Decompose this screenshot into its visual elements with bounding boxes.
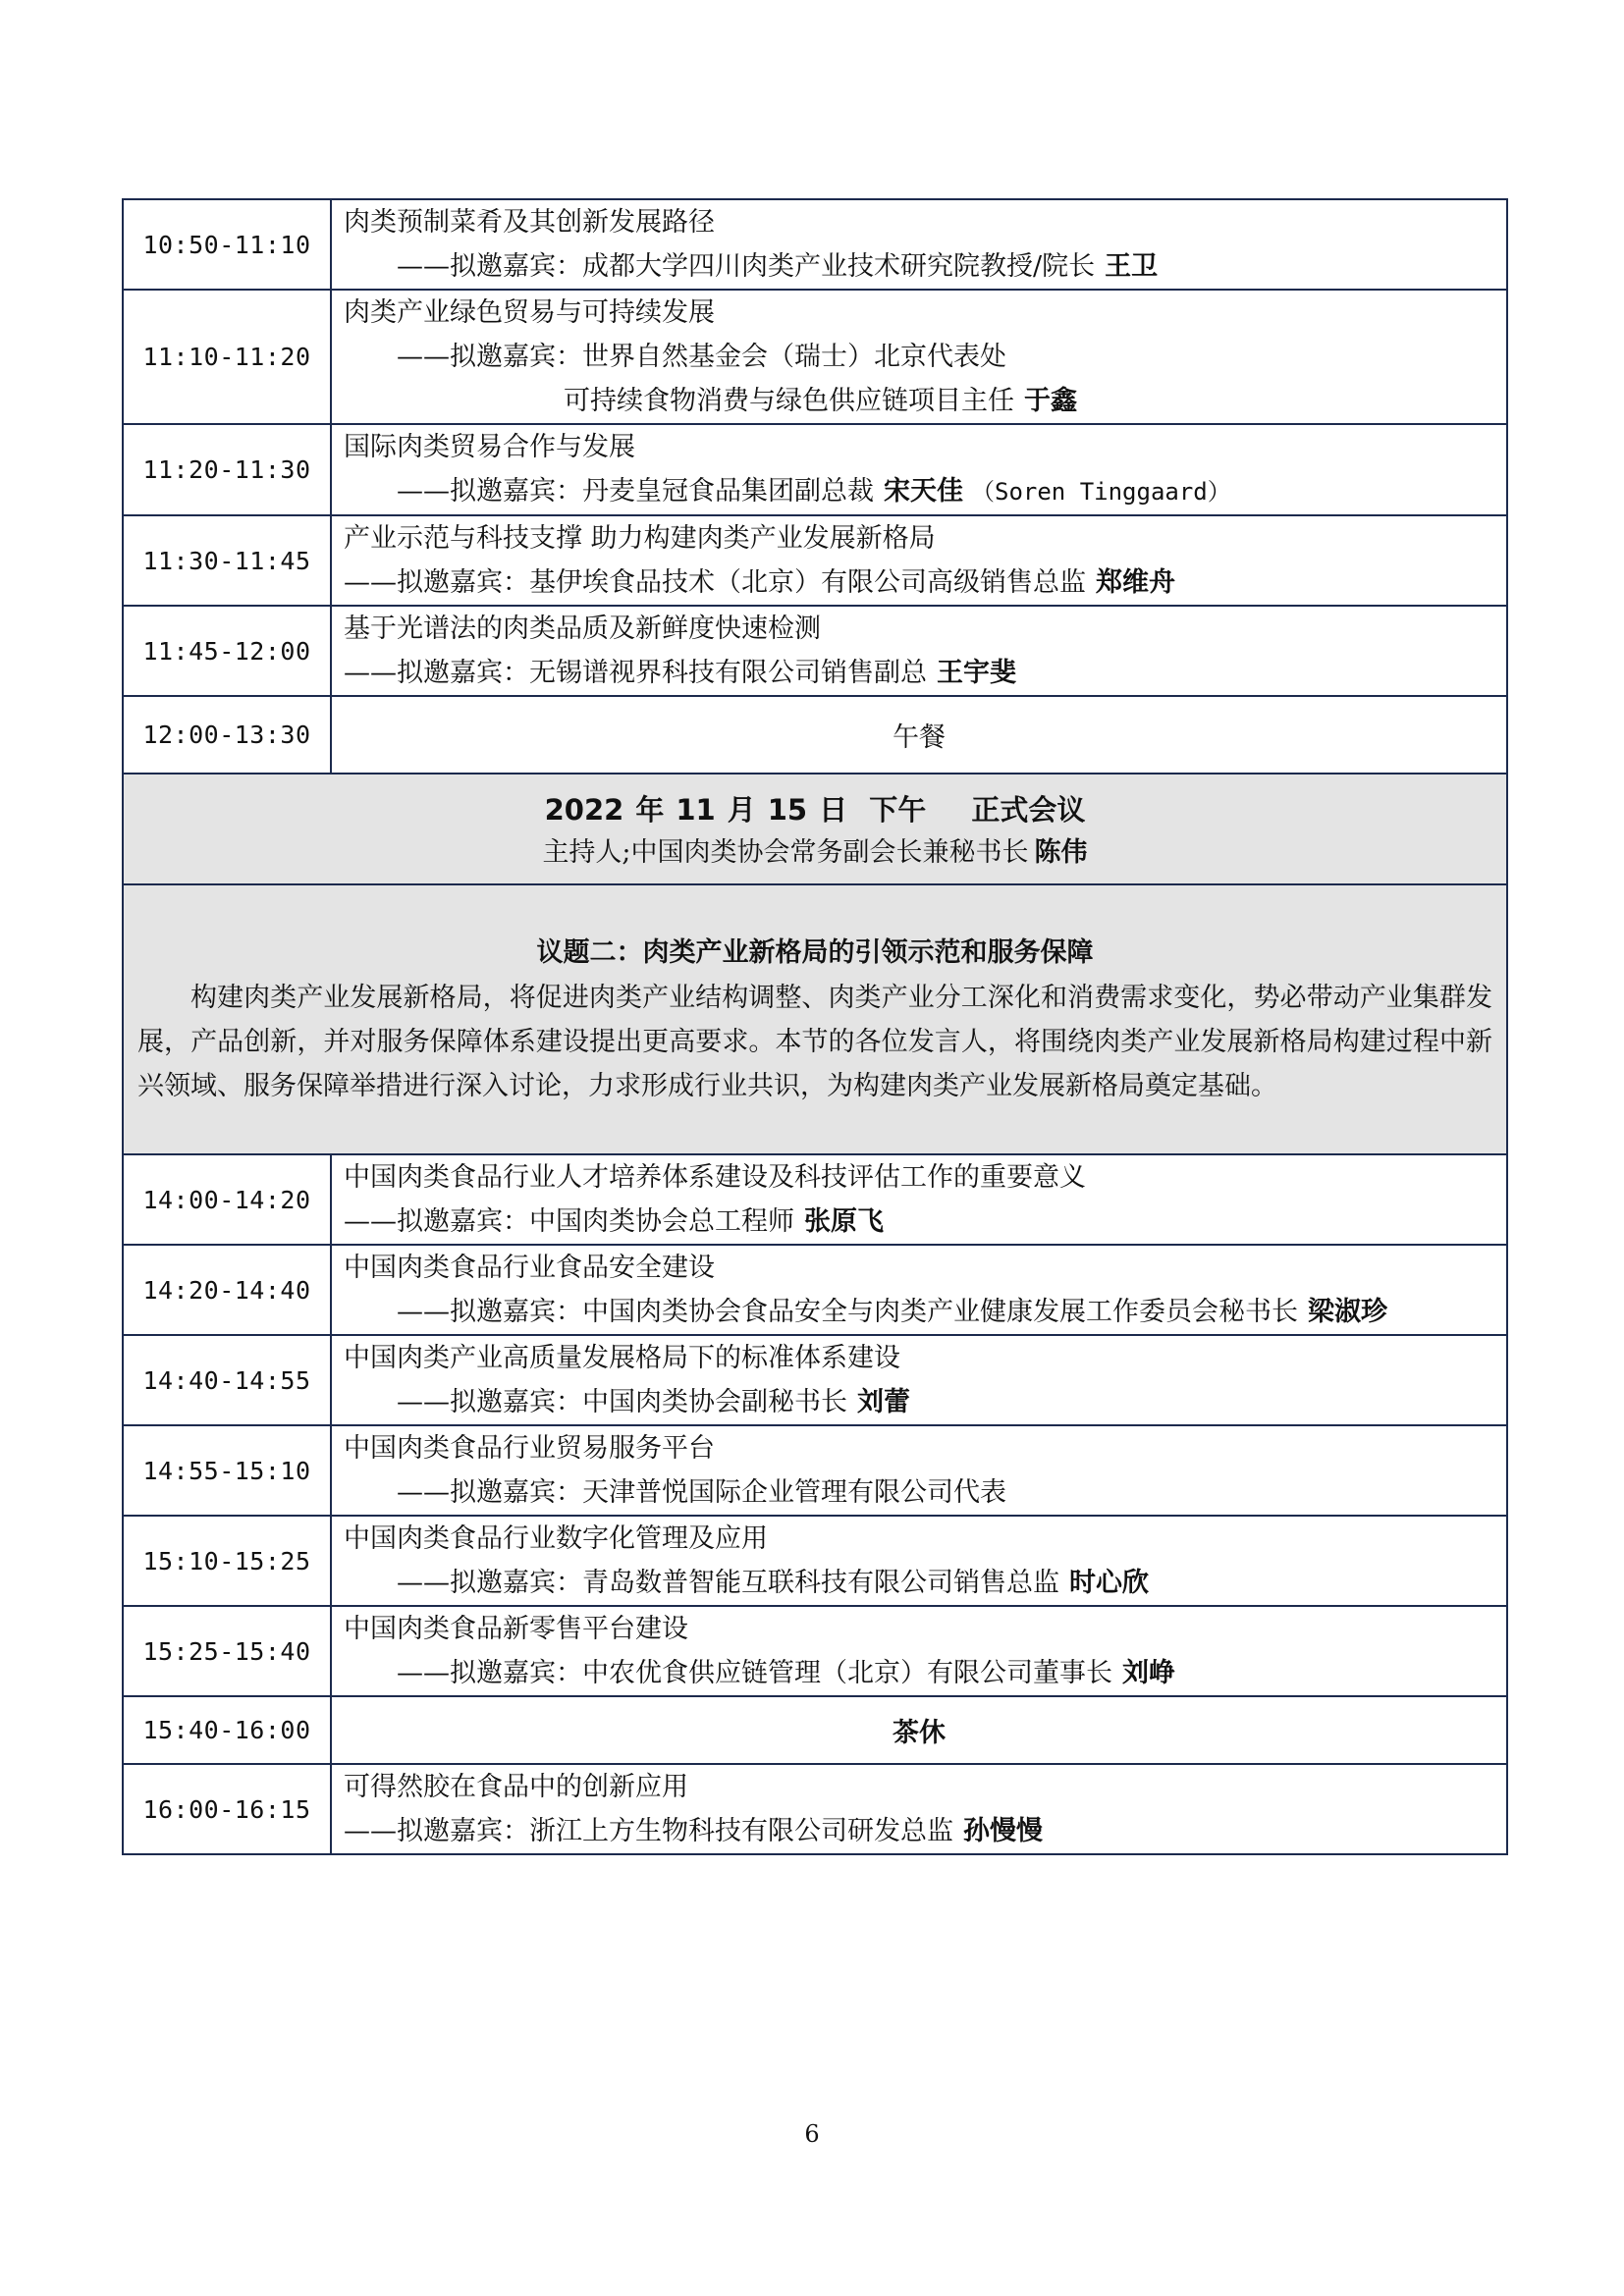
agenda-row: [123, 515, 1507, 606]
row-speaker-desc: ——拟邀嘉宾：青岛数普智能互联科技有限公司销售总监: [397, 1568, 1059, 1598]
row-speaker-desc: ——拟邀嘉宾：基伊埃食品技术（北京）有限公司高级销售总监: [344, 567, 1086, 598]
row-title-text: 中国肉类食品新零售平台建设: [344, 1614, 688, 1644]
row-title: [344, 607, 1506, 651]
speaker-name: 时心欣: [1069, 1568, 1149, 1598]
tea-break-time: 15:40-16:00: [123, 1696, 331, 1764]
row-title: [344, 1765, 1506, 1809]
row-speaker-line: [344, 1809, 1506, 1853]
session-period: 下午: [869, 792, 927, 827]
row-time: 11:30-11:45: [123, 515, 331, 606]
row-speaker-desc: ——拟邀嘉宾：世界自然基金会（瑞士）北京代表处: [397, 342, 1006, 372]
speaker-name: 刘蕾: [857, 1387, 910, 1417]
row-title: [344, 1155, 1506, 1200]
row-title: [344, 1246, 1506, 1290]
agenda-table: [122, 198, 1508, 1855]
row-content: [331, 606, 1507, 696]
session-header: [123, 774, 1507, 884]
row-title-text: 中国肉类食品行业人才培养体系建设及科技评估工作的重要意义: [344, 1162, 1086, 1193]
row-time: 11:20-11:30: [123, 424, 331, 515]
session-title: [124, 786, 1506, 833]
row-content: [331, 1335, 1507, 1425]
row-content: [331, 1764, 1507, 1854]
row-speaker-line: [344, 1200, 1506, 1244]
row-title-text: 中国肉类食品行业贸易服务平台: [344, 1433, 715, 1464]
row-content: [331, 1154, 1507, 1245]
row-title: [344, 291, 1506, 335]
session-day: 15: [767, 792, 808, 827]
topic-block: [123, 884, 1507, 1154]
row-speaker-line: [344, 1380, 1506, 1424]
row-speaker-desc: ——拟邀嘉宾：中国肉类协会总工程师: [344, 1206, 794, 1237]
row-title: [344, 1517, 1506, 1561]
row-time: 14:00-14:20: [123, 1154, 331, 1245]
speaker-name: 王宇斐: [937, 658, 1016, 688]
row-title-text: 可得然胶在食品中的创新应用: [344, 1772, 688, 1802]
row-title-text: 肉类产业绿色贸易与可持续发展: [344, 297, 715, 328]
topic-row: [123, 884, 1507, 1154]
row-time: 14:40-14:55: [123, 1335, 331, 1425]
row-speaker-desc: ——拟邀嘉宾：无锡谱视界科技有限公司销售副总: [344, 658, 927, 688]
session-month: 11: [676, 792, 716, 827]
page-number: 6: [804, 2120, 820, 2148]
row-speaker-desc: ——拟邀嘉宾：中农优食供应链管理（北京）有限公司董事长: [397, 1658, 1112, 1688]
agenda-row: [123, 1335, 1507, 1425]
row-time: 14:20-14:40: [123, 1245, 331, 1335]
agenda-row: [123, 1764, 1507, 1854]
lunch-row: [123, 696, 1507, 774]
row-speaker-desc: ——拟邀嘉宾：天津普悦国际企业管理有限公司代表: [397, 1477, 1006, 1508]
tea-section: [123, 1696, 1507, 1764]
session-type: 正式会议: [971, 792, 1086, 827]
speaker-name: 宋天佳: [884, 476, 963, 507]
morning-rows: [123, 199, 1507, 696]
agenda-row: [123, 1245, 1507, 1335]
row-time: 11:45-12:00: [123, 606, 331, 696]
row-title: [344, 1426, 1506, 1470]
row-content: [331, 199, 1507, 290]
row-content: [331, 424, 1507, 515]
row-time: 16:00-16:15: [123, 1764, 331, 1854]
row-speaker-line: [344, 335, 1506, 379]
session-host-label: 主持人;中国肉类协会常务副会长兼秘书长: [542, 836, 1029, 868]
row-content: [331, 1516, 1507, 1606]
row-speaker-desc: ——拟邀嘉宾：中国肉类协会食品安全与肉类产业健康发展工作委员会秘书长: [397, 1297, 1298, 1327]
speaker-name: 郑维舟: [1096, 567, 1175, 598]
row-speaker-line: [344, 651, 1506, 695]
row-title: [344, 516, 1506, 561]
speaker-name: 于鑫: [1024, 386, 1077, 416]
row-speaker-desc: ——拟邀嘉宾：中国肉类协会副秘书长: [397, 1387, 847, 1417]
row-title-text: 中国肉类食品行业数字化管理及应用: [344, 1523, 768, 1554]
row-speaker-line: [344, 1561, 1506, 1605]
session-host: [124, 833, 1506, 873]
topic-title: 议题二：肉类产业新格局的引领示范和服务保障: [536, 937, 1094, 968]
row-speaker-desc: ——拟邀嘉宾：成都大学四川肉类产业技术研究院教授/院长: [397, 251, 1096, 282]
row-title-text: 中国肉类产业高质量发展格局下的标准体系建设: [344, 1343, 900, 1373]
speaker-name: 梁淑珍: [1308, 1297, 1387, 1327]
row-title-text: 国际肉类贸易合作与发展: [344, 432, 635, 462]
row-title: [344, 200, 1506, 244]
row-title-text: 中国肉类食品行业食品安全建设: [344, 1253, 715, 1283]
row-speaker-line: [344, 379, 1506, 423]
lunch-label: 午餐: [331, 696, 1507, 774]
agenda-row: [123, 424, 1507, 515]
row-time: 10:50-11:10: [123, 199, 331, 290]
row-speaker-line: [344, 1651, 1506, 1695]
speaker-name: 刘峥: [1122, 1658, 1175, 1688]
row-speaker-line: [344, 469, 1506, 514]
row-title-text: 产业示范与科技支撑 助力构建肉类产业发展新格局: [344, 523, 936, 554]
session-year: 2022: [544, 792, 624, 827]
tea-break-label: 茶休: [331, 1696, 1507, 1764]
row-speaker-line: [344, 561, 1506, 605]
tea-break-row: [123, 1696, 1507, 1764]
speaker-name: 王卫: [1105, 251, 1159, 282]
speaker-name-en: （Soren Tinggaard）: [971, 478, 1231, 506]
row-content: [331, 1425, 1507, 1516]
row-content: [331, 515, 1507, 606]
afternoon-rows: [123, 1154, 1507, 1696]
agenda-row: [123, 1154, 1507, 1245]
row-time: 11:10-11:20: [123, 290, 331, 424]
row-title-text: 肉类预制菜肴及其创新发展路径: [344, 207, 715, 238]
agenda-row: [123, 1516, 1507, 1606]
session-month-unit: 月: [727, 792, 756, 827]
session-host-name: 陈伟: [1034, 836, 1088, 868]
speaker-name: 孙慢慢: [963, 1816, 1043, 1846]
row-speaker-line: [344, 1470, 1506, 1515]
row-time: 15:25-15:40: [123, 1606, 331, 1696]
row-speaker-desc: ——拟邀嘉宾：浙江上方生物科技有限公司研发总监: [344, 1816, 953, 1846]
agenda-row: [123, 606, 1507, 696]
row-speaker-line: [344, 244, 1506, 289]
lunch-section: [123, 696, 1507, 1154]
agenda-row: [123, 1606, 1507, 1696]
session-year-unit: 年: [635, 792, 665, 827]
row-content: [331, 290, 1507, 424]
row-content: [331, 1245, 1507, 1335]
topic-body: 构建肉类产业发展新格局，将促进肉类产业结构调整、肉类产业分工深化和消费需求变化，势必带动产业集群发展，产品创新，并对服务保障体系建设提出更高要求。本节的各位发言人，将围绕肉类产业发展新格局构建过程中新兴领域、服务保障举措进行深入讨论，力求形成行业共识，为构建肉类产业发展新格局奠定基础。: [137, 983, 1492, 1101]
agenda-row: [123, 199, 1507, 290]
row-time: 14:55-15:10: [123, 1425, 331, 1516]
row-speaker-line: [344, 1290, 1506, 1334]
row-content: [331, 1606, 1507, 1696]
agenda-row: [123, 290, 1507, 424]
session-header-row: [123, 774, 1507, 884]
lunch-time: 12:00-13:30: [123, 696, 331, 774]
final-rows: [123, 1764, 1507, 1854]
agenda-row: [123, 1425, 1507, 1516]
row-title: [344, 425, 1506, 469]
row-time: 15:10-15:25: [123, 1516, 331, 1606]
session-day-unit: 日: [819, 792, 848, 827]
speaker-name: 张原飞: [804, 1206, 884, 1237]
row-title-text: 基于光谱法的肉类品质及新鲜度快速检测: [344, 614, 821, 644]
row-speaker-desc: ——拟邀嘉宾：丹麦皇冠食品集团副总裁: [397, 476, 874, 507]
row-title: [344, 1607, 1506, 1651]
row-speaker-desc: 可持续食物消费与绿色供应链项目主任: [564, 386, 1014, 416]
row-title: [344, 1336, 1506, 1380]
